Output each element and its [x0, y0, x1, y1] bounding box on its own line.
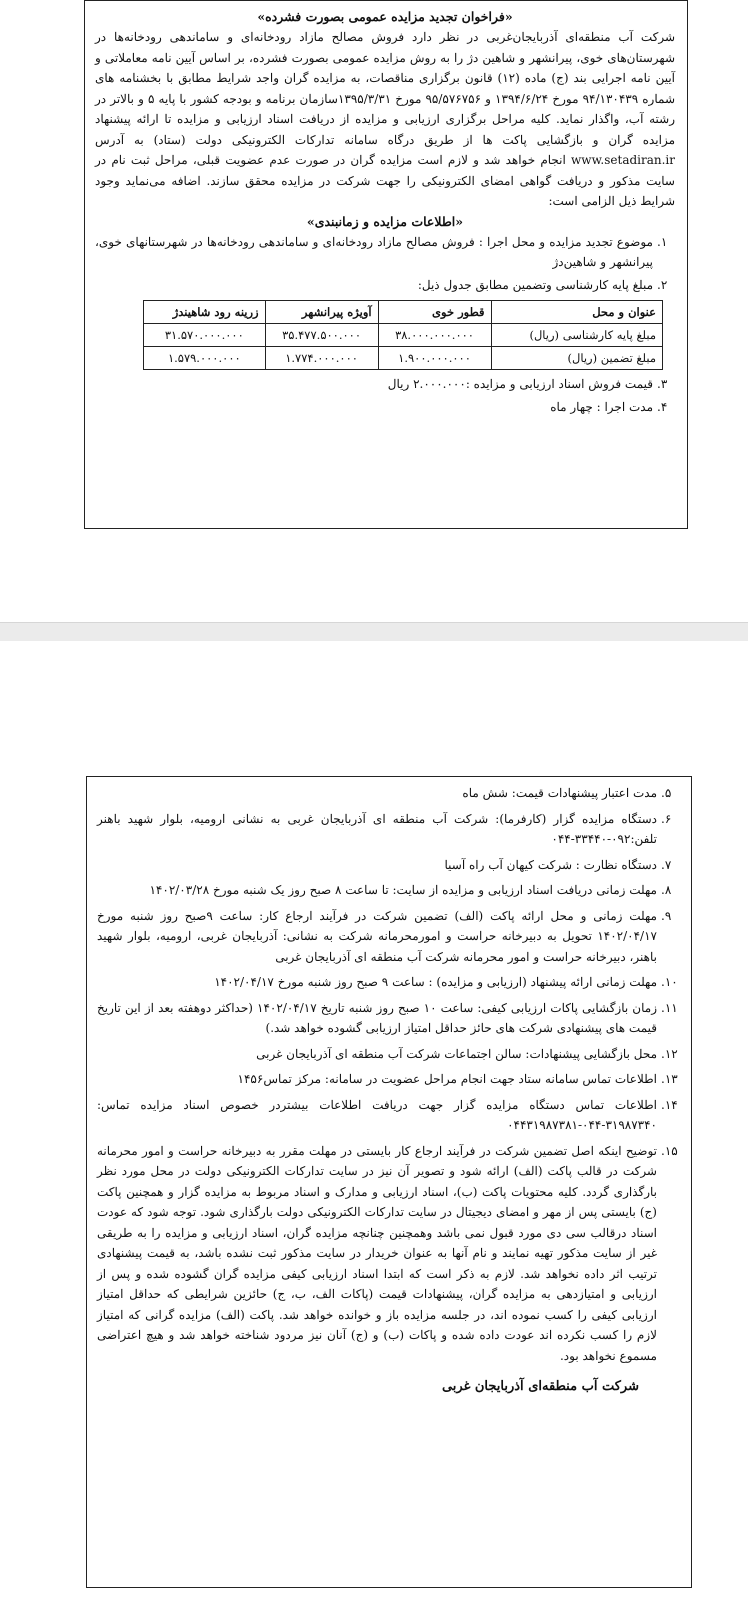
list-item	[97, 1044, 679, 1065]
section-title: «اطلاعات مزایده و زمانبندی»	[306, 213, 464, 229]
announcement-box-continued	[86, 776, 692, 1588]
signature: شرکت آب منطقه‌ای آذربایجان غربی	[441, 1379, 639, 1394]
list-item	[95, 397, 675, 418]
item-text: مبلغ پایه کارشناسی وتضمین مطابق جدول ذیل:	[417, 277, 653, 292]
page-separator	[0, 622, 748, 643]
item-number: ۶ .	[661, 809, 679, 830]
table-cell: ۱.۵۷۹.۰۰۰.۰۰۰	[144, 347, 266, 370]
announcement-box	[84, 0, 688, 529]
schedule-list	[97, 783, 679, 1366]
table-cell: ۱.۹۰۰.۰۰۰.۰۰۰	[378, 347, 491, 370]
table-cell: ۳۵.۴۷۷.۵۰۰.۰۰۰	[265, 324, 378, 347]
item-number: ۷ .	[661, 855, 679, 876]
item-text: مدت اعتبار پیشنهادات قیمت: شش ماه	[462, 786, 657, 800]
item-text: مدت اجرا : چهار ماه	[550, 399, 653, 414]
table-header-cell: قطور خوی	[378, 301, 491, 324]
table-header-cell: آویژه پیرانشهر	[265, 301, 378, 324]
item-number: ۱۲ .	[661, 1044, 679, 1065]
list-item	[97, 783, 679, 804]
item-number: ۱۴ .	[661, 1095, 679, 1116]
item-text: قیمت فروش اسناد ارزیابی و مزایده :۲.۰۰۰.۰۰۰ ریال	[387, 377, 653, 391]
list-item	[95, 275, 675, 296]
list-item	[95, 232, 675, 273]
item-text: اطلاعات تماس سامانه ستاد جهت انجام مراحل عضویت در سامانه: مرکز تماس۱۴۵۶	[237, 1072, 657, 1086]
info-list	[95, 232, 675, 296]
item-text: دستگاه مزایده گزار (کارفرما): شرکت آب منطقه ای آذربایجان غربی به نشانی ارومیه، بلوار شهید باهنر تلفن:۰۹۲-۳۳۴۴۰-۰۴۴	[97, 811, 657, 846]
list-item	[97, 972, 679, 993]
table-cell: مبلغ تضمین (ریال)	[491, 347, 662, 370]
announcement-title: «فراخوان تجدید مزایده عمومی بصورت فشرده»	[257, 9, 513, 24]
list-item	[97, 880, 679, 901]
list-item	[97, 1141, 679, 1367]
item-number: ۴ .	[657, 397, 675, 418]
table-row	[144, 324, 663, 347]
table-header-row	[144, 301, 663, 324]
item-text: مهلت زمانی و محل ارائه پاکت (الف) تضمین شرکت در فرآیند ارجاع کار: ساعت ۹صبح روز شنبه مورخ ۱۴۰۲/۰۴/۱۷ تحویل به دبیرخانه حراست و امورمحرمانه شرکت به نشانی: آذربایجان غربی، ارومیه، بلوار شهید باهنر، دبیرخانه حراست و امور محرمانه شرکت آب منطقه ای آذربایجان غربی	[97, 908, 657, 964]
intro-paragraph: شرکت آب منطقه‌ای آذربایجان‌غربی در نظر دارد فروش مصالح مازاد رودخانه‌ای و ساماندهی رودخانه‌ها در شهرستان‌های خوی، پیرانشهر و شاهین دژ را به روش مزایده عمومی بصورت فشرده، بر اساس آیین نامه معاملاتی و آیین نامه اجرایی بند (ج) ماده (۱۲) قانون برگزاری مناقصات، به مزایده گران واجد شرایط مطابق با بخشنامه های شماره ۹۴/۱۳۰۴۳۹ مورخ ۱۳۹۴/۶/۲۴ و ۹۵/۵۷۶۷۵۶ مورخ ۱۳۹۵/۳/۳۱سازمان برنامه و بودجه کشور با پایه ۵ و بالاتر در رشته آب، واگذار نماید. کلیه مراحل برگزاری ارزیابی و مزایده از دریافت اسناد ارزیابی و مزایده تا ارائه پیشنهاد مزایده گران و بازگشایی پاکت ها از طریق درگاه سامانه تدارکات الکترونیکی دولت (ستاد) به آدرس www.setadiran.ir انجام خواهد شد و لازم است مزایده گران در صورت عدم عضویت قبلی، مراحل ثبت نام در سایت مذکور و دریافت گواهی امضای الکترونیکی را جهت شرکت در مزایده محقق سازند. اضافه می‌نماید وجود شرایط ذیل الزامی است:	[95, 30, 675, 208]
list-item	[97, 809, 679, 850]
table-header-cell: عنوان و محل	[491, 301, 662, 324]
item-number: ۸ .	[661, 880, 679, 901]
item-text: موضوع تجدید مزایده و محل اجرا : فروش مصالح مازاد رودخانه‌ای و ساماندهی رودخانه‌ها در شهرستانهای خوی، پیرانشهر و شاهین‌دژ	[95, 234, 653, 269]
item-text: دستگاه نظارت : شرکت کیهان آب راه آسیا	[444, 857, 657, 872]
list-item	[97, 998, 679, 1039]
item-number: ۱۰ .	[661, 972, 679, 993]
item-number: ۲ .	[657, 275, 675, 296]
document-page-2	[0, 641, 748, 1600]
table-row	[144, 347, 663, 370]
item-number: ۱۵ .	[661, 1141, 679, 1162]
item-number: ۳ .	[657, 374, 675, 395]
list-item	[97, 1069, 679, 1090]
item-number: ۵ .	[661, 783, 679, 804]
item-text: مهلت زمانی دریافت اسناد ارزیابی و مزایده از سایت: تا ساعت ۸ صبح روز یک شنبه مورخ ۱۴۰۲/۰۳/۲۸	[149, 883, 657, 897]
table-cell: ۳۱.۵۷۰.۰۰۰.۰۰۰	[144, 324, 266, 347]
list-item	[97, 855, 679, 876]
item-number: ۱ .	[657, 232, 675, 253]
table-header-cell: زرینه رود شاهیندژ	[144, 301, 266, 324]
table-cell: ۱.۷۷۴.۰۰۰.۰۰۰	[265, 347, 378, 370]
item-text: توضیح اینکه اصل تضمین شرکت در فرآیند ارجاع کار بایستی در مهلت مقرر به دبیرخانه حراست و امور محرمانه شرکت در قالب پاکت (الف) ارائه شود و تصویر آن نیز در سایت تدارکات الکترونیکی دولت در محل مورد نظر بارگذاری گردد. کلیه محتویات پاکت (ب)، اسناد ارزیابی و مدارک و اسناد مربوط به مزایده گزار و همچنین پاکت (ج) بایستی پس از مهر و امضای دیجیتال در سایت تدارکات الکترونیکی دولت بارگذاری شود. توجه شود که عودت اسناد درقالب سی دی مورد قبول نمی باشد وهمچنین چنانچه مزایده گران، اسناد ارزیابی و مزایده را به طریقی غیر از سایت مذکور تهیه نمایند و نام آنها به عنوان خریدار در سایت مذکور ثبت نشده باشد، به قیمت پیشنهادی ترتیب اثر داده نخواهد شد. لازم به ذکر است که ابتدا اسناد ارزیابی کیفی مزایده گران گشوده شده و پس از ارزیابی و امتیازدهی به مزایده گران، پیشنهادات قیمت (پاکات الف، ب، ج) حائزین شرایطی که حداقل امتیاز ارزیابی کیفی را کسب نموده اند، در جلسه مزایده باز و خوانده خواهد شد. پاکت (الف) مزایده گرانی که امتیاز لازم را کسب نکرده اند عودت داده شده و پاکات (ب) و (ج) آنان نیز مردود شناخته خواهد شد و هیچ اعتراضی مسموع نخواهد بود.	[97, 1143, 657, 1363]
table-cell: مبلغ پایه کارشناسی (ریال)	[491, 324, 662, 347]
list-item	[97, 906, 679, 968]
item-text: زمان بازگشایی پاکات ارزیابی کیفی: ساعت ۱۰ صبح روز شنبه تاریخ ۱۴۰۲/۰۴/۱۷ (حداکثر دوهفته بعد از این تاریخ قیمت های پیشنهادی شرکت های حائز حداقل امتیاز ارزیابی گشوده خواهد شد.)	[97, 1000, 657, 1035]
item-text: اطلاعات تماس دستگاه مزایده گزار جهت دریافت اطلاعات بیشتردر خصوص اسناد مزایده تماس: ۳۱۹۸۷۳۴۰-۰۴۴-۰۴۴۳۱۹۸۷۳۸۱	[97, 1097, 657, 1132]
list-item	[95, 374, 675, 395]
item-text: مهلت زمانی ارائه پیشنهاد (ارزیابی و مزایده) : ساعت ۹ صبح روز شنبه مورخ ۱۴۰۲/۰۴/۱۷	[214, 975, 657, 989]
document-page-1	[0, 0, 748, 622]
item-number: ۱۳ .	[661, 1069, 679, 1090]
price-table	[143, 300, 663, 370]
item-text: محل بازگشایی پیشنهادات: سالن اجتماعات شرکت آب منطقه ای آذربایجان غربی	[256, 1046, 657, 1061]
item-number: ۱۱ .	[661, 998, 679, 1019]
info-list-continued	[95, 374, 675, 417]
list-item	[97, 1095, 679, 1136]
item-number: ۹ .	[661, 906, 679, 927]
table-cell: ۳۸.۰۰۰.۰۰۰.۰۰۰	[378, 324, 491, 347]
